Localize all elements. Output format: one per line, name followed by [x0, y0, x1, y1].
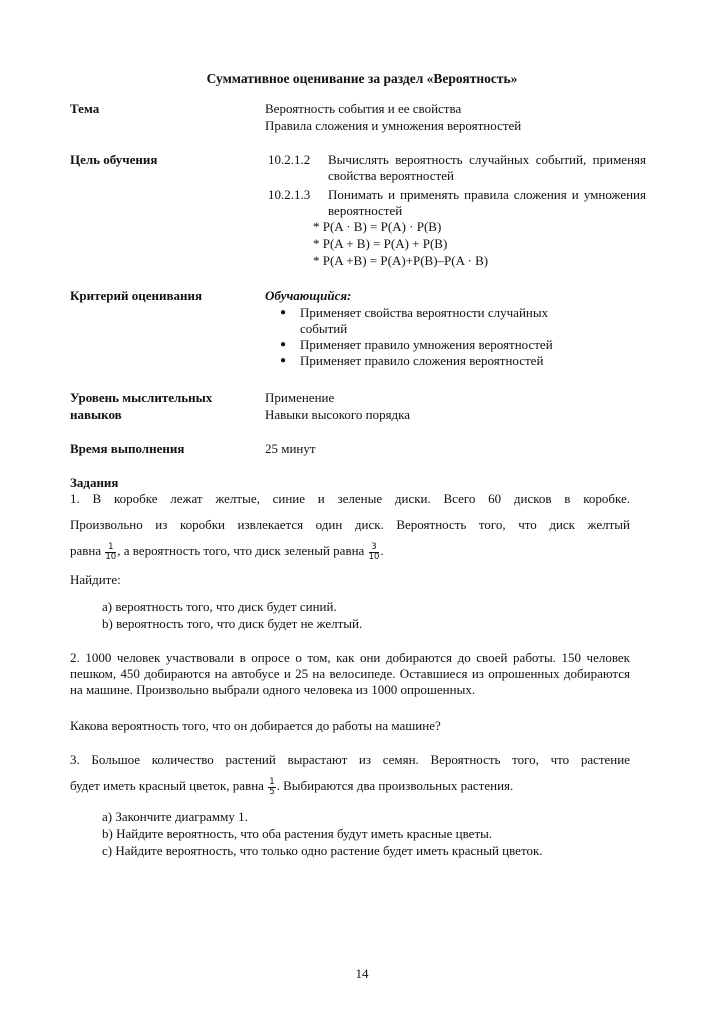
task1-line-2: Произвольно из коробки извлекается один диск. Вероятность того, что диск желтый	[70, 517, 630, 532]
criteria-item: ● Применяет правило сложения вероятностей	[278, 353, 618, 369]
skills-line-2: Навыки высокого порядка	[265, 407, 411, 422]
criteria-heading: Обучающийся:	[265, 288, 352, 303]
fraction-numerator: 3	[369, 543, 380, 553]
formula-2: * P(A + B) = P(A) + P(B)	[313, 236, 448, 251]
task2-question: Какова вероятность того, что он добирается до работы на машине?	[70, 718, 441, 733]
task1-line-3	[70, 540, 384, 562]
goal-code-1: 10.2.1.2	[268, 152, 311, 167]
task1-line-1: 1. В коробке лежат желтые, синие и зеленые диски. Всего 60 дисков в коробке.	[70, 491, 630, 506]
criteria-item: ● Применяет свойства вероятности случайных событий	[278, 305, 590, 337]
time-value: 25 минут	[265, 441, 316, 456]
goal-item-2	[268, 187, 646, 219]
skills-line-1: Применение	[265, 390, 335, 405]
goal-text-1: Вычислять вероятность случайных событий, применяя свойства вероятностей	[328, 152, 646, 183]
task3-text: . Выбираются два произвольных растения.	[276, 778, 514, 793]
fraction-denominator: 10	[368, 551, 380, 562]
task1-find: Найдите:	[70, 572, 121, 587]
fraction	[268, 778, 275, 797]
criteria-item: ● Применяет правило умножения вероятностей	[278, 337, 618, 353]
goal-item-1	[268, 152, 646, 184]
task3-text: будет иметь красный цветок, равна	[70, 778, 268, 793]
task2-text: 2. 1000 человек участвовали в опросе о том, как они добираются до своей работы. 150 человек пешком, 450 добираются на автобусе и 25 на велосипеде. Оставшиеся из опрошенных добираются на машине. Произвольно выбрали одного человека из 1000 опрошенных.	[70, 650, 630, 697]
fraction-denominator: 5	[269, 786, 275, 797]
fraction-denominator: 10	[105, 551, 117, 562]
goal-code-2: 10.2.1.3	[268, 187, 311, 202]
topic-line-1: Вероятность события и ее свойства	[265, 101, 462, 116]
topic-label: Тема	[70, 101, 100, 116]
document-title: Суммативное оценивание за раздел «Вероятность»	[206, 71, 518, 86]
task1-text: равна	[70, 543, 105, 558]
tasks-heading: Задания	[70, 475, 119, 490]
task1-item-a: a) вероятность того, что диск будет синий.	[102, 599, 337, 614]
criteria-list	[278, 305, 618, 369]
fraction-numerator: 1	[269, 776, 275, 787]
formula-1: * P(A · B) = P(A) · P(B)	[313, 219, 442, 234]
time-label: Время выполнения	[70, 441, 185, 456]
skills-label-line-2: навыков	[70, 407, 122, 422]
goal-text-2: Понимать и применять правила сложения и умножения вероятностей	[328, 187, 646, 218]
fraction	[369, 543, 380, 562]
skills-label-line-1: Уровень мыслительных	[70, 390, 213, 405]
fraction-numerator: 1	[105, 543, 116, 553]
page-number: 14	[355, 966, 369, 981]
fraction	[105, 543, 116, 562]
formula-3: * P(A +B) = P(A)+P(B)–P(A · B)	[313, 253, 489, 268]
task1-text: , а вероятность того, что диск зеленый равна	[117, 543, 368, 558]
task3-line-1: 3. Большое количество растений вырастают из семян. Вероятность того, что растение	[70, 752, 630, 767]
task3-item-c: c) Найдите вероятность, что только одно растение будет иметь красный цветок.	[102, 843, 543, 858]
task3-item-b: b) Найдите вероятность, что оба растения будут иметь красные цветы.	[102, 826, 493, 841]
task3-item-a: a) Закончите диаграмму 1.	[102, 809, 248, 824]
goal-label: Цель обучения	[70, 152, 158, 167]
criteria-label: Критерий оценивания	[70, 288, 203, 303]
topic-line-2: Правила сложения и умножения вероятностей	[265, 118, 522, 133]
task1-item-b: b) вероятность того, что диск будет не желтый.	[102, 616, 363, 631]
task1-text: .	[380, 543, 384, 558]
task3-line-2	[70, 775, 513, 797]
